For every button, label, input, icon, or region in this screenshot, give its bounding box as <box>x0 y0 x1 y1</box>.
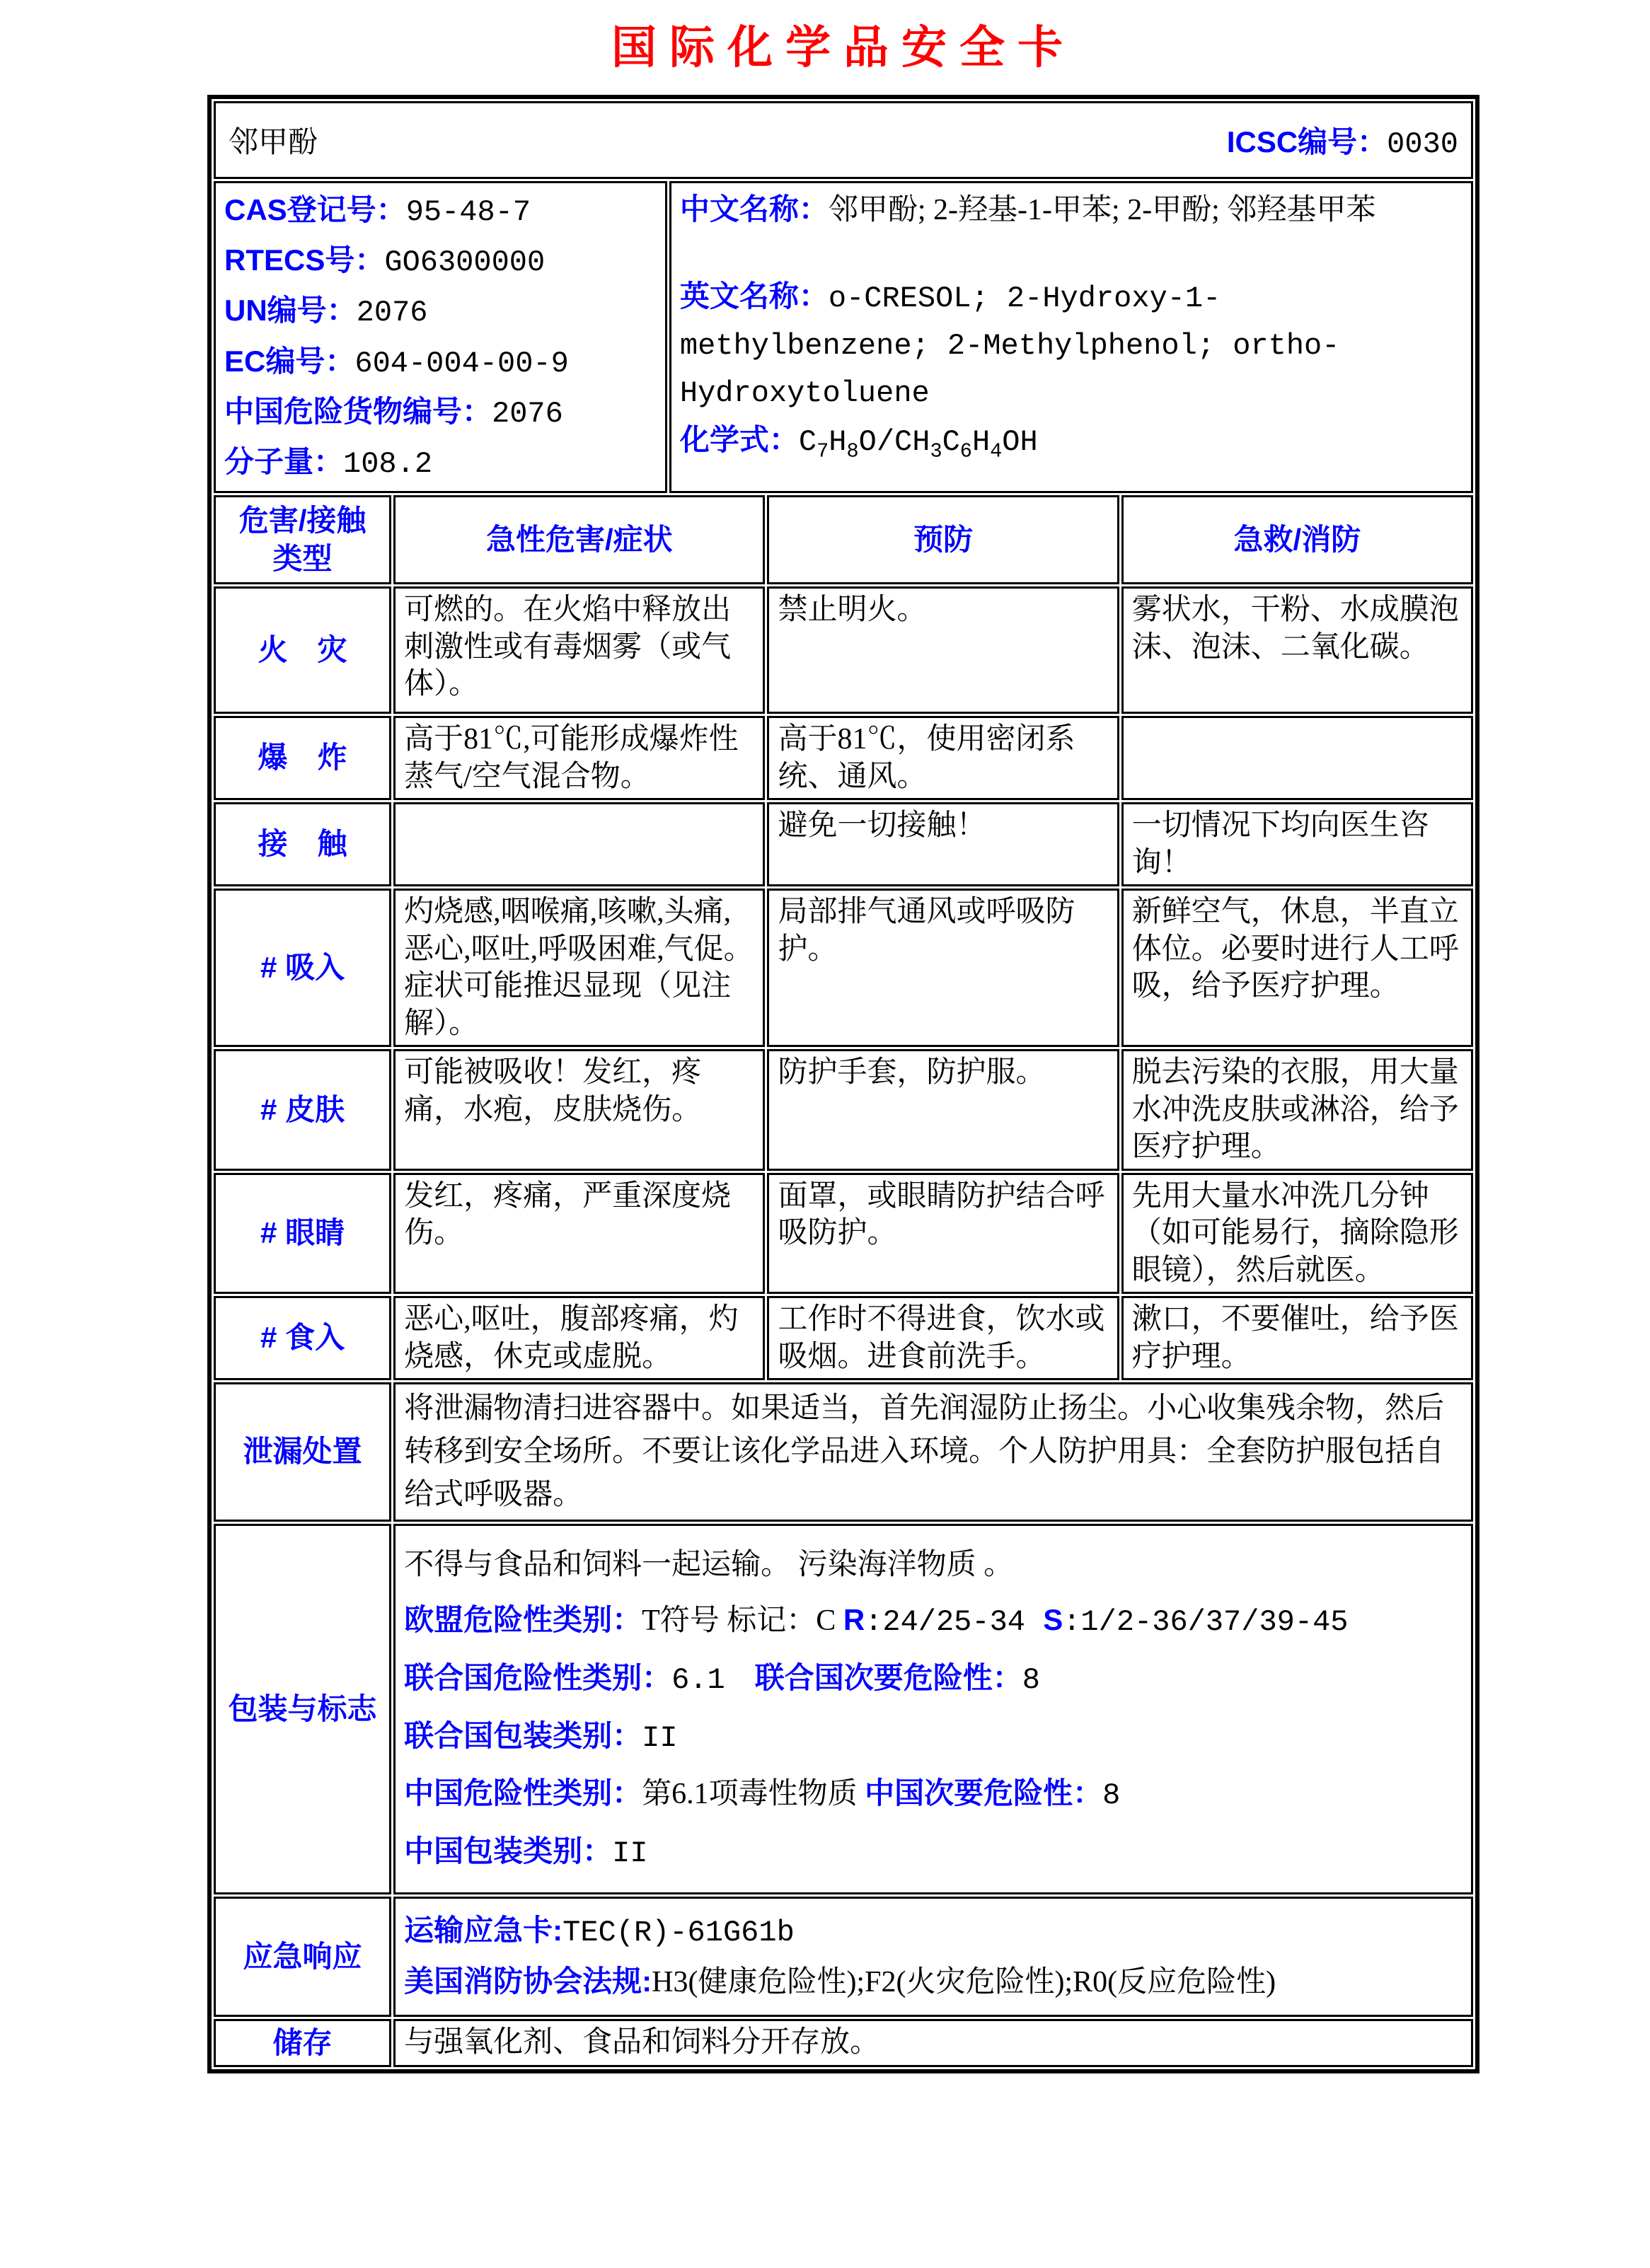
chinese-name-line: 中文名称：邻甲酚; 2-羟基-1-甲苯; 2-甲酚; 邻羟基甲苯 <box>679 192 1376 226</box>
icsc-card <box>207 95 1479 2073</box>
hazard-row-fire: 火 灾 可燃的。在火焰中释放出刺激性或有毒烟雾（或气体）。 禁止明火。 雾状水，干粉、水成膜泡沫、泡沫、二氧化碳。 <box>214 586 1473 714</box>
english-name-line: 英文名称：o-CRESOL; 2-Hydroxy-1-methylbenzene; 2-Methylphenol; ortho-Hydroxytoluene <box>679 279 1340 411</box>
header-prevention: 预防 <box>767 495 1119 584</box>
hazard-row-skin: # 皮肤 可能被吸收！发红，疼痛，水疱，皮肤烧伤。 防护手套，防护服。 脱去污染的衣服，用大量水冲洗皮肤或淋浴，给予医疗护理。 <box>214 1049 1473 1171</box>
identification-row <box>214 181 1473 493</box>
storage-row <box>214 2019 1473 2068</box>
page-title: 国际化学品安全卡 <box>611 23 1075 73</box>
packaging-china-class-line: 中国危险性类别：第6.1项毒性物质 中国次要危险性：8 <box>404 1776 1121 1813</box>
icsc-number-value: 0030 <box>1387 127 1458 161</box>
packaging-china-group-line: 中国包装类别：II <box>404 1834 648 1870</box>
id-row-un: UN编号：2076 <box>224 294 428 330</box>
identifiers-cell <box>214 181 667 493</box>
spill-disposal-row <box>214 1382 1473 1522</box>
hazard-table-header-row <box>214 495 1473 584</box>
header-first-aid: 急救/消防 <box>1121 495 1473 584</box>
packaging-transport-line: 不得与食品和饲料一起运输。 污染海洋物质 。 <box>404 1548 1014 1581</box>
hazard-row-inhalation: # 吸入 灼烧感,咽喉痛,咳嗽,头痛,恶心,呕吐,呼吸困难,气促。症状可能推迟显现（见注解）。 局部排气通风或呼吸防护。 新鲜空气，休息，半直立体位。必要时进行人工呼吸，给予医疗护理。 <box>214 889 1473 1047</box>
header-symptoms: 急性危害/症状 <box>393 495 765 584</box>
emergency-nfpa-line: 美国消防协会法规:H3(健康危险性);F2(火灾危险性);R0(反应危险性) <box>404 1964 1276 1998</box>
hazard-row-exposure: 接 触 避免一切接触！ 一切情况下均向医生咨询！ <box>214 802 1473 886</box>
packaging-un-group-line: 联合国包装类别：II <box>404 1718 678 1755</box>
hazard-row-eyes: # 眼睛 发红，疼痛，严重深度烧伤。 面罩，或眼睛防护结合呼吸防护。 先用大量水冲洗几分钟（如可能易行，摘除隐形眼镜），然后就医。 <box>214 1173 1473 1295</box>
packaging-label: 包装与标志 <box>214 1524 391 1895</box>
id-row-molweight: 分子量：108.2 <box>224 444 433 481</box>
storage-text: 与强氧化剂、食品和饲料分开存放。 <box>393 2019 1473 2068</box>
chemical-header-row <box>214 101 1473 179</box>
formula-line: 化学式：$C_7H_8O/CH_3C_6H_4OH$ <box>679 423 1038 463</box>
packaging-labelling-row <box>214 1524 1473 1895</box>
chemical-name: 邻甲酚 <box>229 127 318 159</box>
emergency-text <box>393 1897 1473 2016</box>
names-cell <box>669 181 1473 493</box>
id-row-china-dg: 中国危险货物编号：2076 <box>224 394 563 431</box>
packaging-text <box>393 1524 1473 1895</box>
id-row-rtecs: RTECS号：GO6300000 <box>224 243 546 280</box>
emergency-response-row <box>214 1897 1473 2016</box>
chemical-header-cell <box>214 101 1473 179</box>
id-row-ec: EC编号：604-004-00-9 <box>224 344 569 381</box>
icsc-number-group <box>1227 119 1458 161</box>
emergency-label: 应急响应 <box>214 1897 391 2016</box>
hazard-row-explosion: 爆 炸 高于81℃,可能形成爆炸性蒸气/空气混合物。 高于81℃，使用密闭系统、通风。 <box>214 716 1473 800</box>
spill-label: 泄漏处置 <box>214 1382 391 1522</box>
chemical-formula: $C_7H_8O/CH_3C_6H_4OH$ <box>798 425 1038 463</box>
packaging-un-class-line: 联合国危险性类别：6.1 联合国次要危险性：8 <box>404 1660 1040 1697</box>
spill-text: 将泄漏物清扫进容器中。如果适当，首先润湿防止扬尘。小心收集残余物，然后转移到安全场所。不要让该化学品进入环境。个人防护用具：全套防护服包括自给式呼吸器。 <box>393 1382 1473 1522</box>
icsc-number-label: ICSC编号： <box>1226 125 1388 158</box>
emergency-tec-line: 运输应急卡:TEC(R)-61G61b <box>404 1914 795 1950</box>
header-hazard-type: 危害/接触类型 <box>214 495 391 584</box>
storage-label: 储存 <box>214 2019 391 2068</box>
id-row-cas: CAS登记号：95-48-7 <box>224 193 531 229</box>
hazard-row-ingestion: # 食入 恶心,呕吐，腹部疼痛，灼烧感，休克或虚脱。 工作时不得进食，饮水或吸烟。进食前洗手。 漱口，不要催吐，给予医疗护理。 <box>214 1296 1473 1380</box>
packaging-eu-class-line: 欧盟危险性类别：T符号 标记：C R:24/25-34 S:1/2-36/37/39-45 <box>404 1603 1349 1640</box>
